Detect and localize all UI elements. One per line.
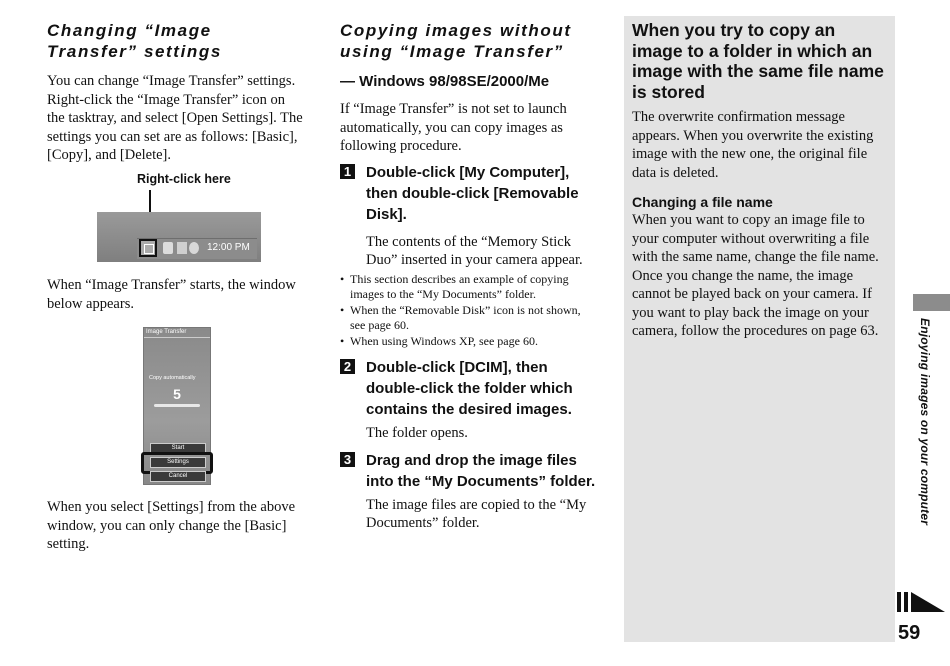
system-tray	[137, 238, 257, 259]
section-tab	[913, 294, 950, 311]
section-label	[918, 318, 938, 533]
left-window-paragraph: When “Image Transfer” starts, the window below appears.	[47, 277, 296, 312]
right-column-note	[624, 16, 895, 642]
step-body: The contents of the “Memory Stick Duo” inserted in your camera appear.	[366, 233, 583, 268]
section-label-text: Enjoying images on your computer	[918, 318, 932, 526]
settings-button[interactable]: Settings	[150, 457, 206, 468]
left-settings-paragraph: When you select [Settings] from the above window, you can only change the [Basic] setting.	[47, 499, 296, 552]
list-item: • When the “Removable Disk” icon is not shown, see page 60.	[340, 303, 598, 334]
taskbar	[97, 212, 261, 262]
page-number: 59	[898, 622, 921, 644]
list-item: • This section describes an example of copying images to the “My Documents” folder.	[340, 272, 598, 303]
progress-bar	[154, 404, 200, 407]
change-name-paragraph: When you want to copy an image file to your computer without overwriting a file with the same name, change the file name. Once you change the name, the image cannot be played back on your camera. If you want to play back the image on your camera, follow the procedures on page 63.	[632, 212, 879, 339]
tray-clock: 12:00 PM	[207, 242, 250, 253]
step-3	[340, 450, 598, 533]
image-count: 5	[173, 386, 181, 402]
cancel-button[interactable]: Cancel	[150, 471, 206, 482]
copy-automatically-label: Copy automatically	[149, 375, 196, 381]
notes-list	[340, 272, 598, 350]
overwrite-paragraph: The overwrite confirmation message appears. When you overwrite the existing image with the new one, the original file data is deleted.	[632, 109, 874, 181]
list-item: • When using Windows XP, see page 60.	[340, 334, 598, 350]
tray-icon[interactable]	[163, 242, 173, 254]
os-subheading: — Windows 98/98SE/2000/Me	[340, 73, 550, 90]
middle-column	[340, 20, 598, 533]
step-title: Drag and drop the image files into the “My Documents” folder.	[366, 451, 596, 490]
middle-heading: Copying images without using “Image Transfer”	[340, 21, 572, 61]
tray-icon[interactable]	[189, 242, 199, 254]
step-title: Double-click [DCIM], then double-click the folder which contains the desired images.	[366, 359, 573, 418]
step-number: 2	[340, 359, 355, 374]
taskbar-illustration	[97, 172, 261, 264]
left-column	[47, 20, 305, 165]
step-number: 3	[340, 452, 355, 467]
step-body: The image files are copied to the “My Documents” folder.	[366, 496, 587, 531]
window-title: Image Transfer	[146, 329, 187, 335]
right-click-callout: Right-click here	[137, 172, 231, 186]
left-intro-paragraph: You can change “Image Transfer” settings. Right-click the “Image Transfer” icon on the tasktray, and select [Open Settings]. The settings you can set are as follows: [Basic], [Copy], and [Delete].	[47, 73, 303, 163]
step-body: The folder opens.	[366, 425, 468, 441]
image-transfer-tray-icon[interactable]	[139, 239, 157, 257]
start-button[interactable]: Start	[150, 443, 206, 454]
step-1	[340, 162, 598, 270]
tray-icon[interactable]	[177, 242, 187, 254]
left-heading: Changing “Image Transfer” settings	[47, 21, 222, 61]
image-transfer-window	[143, 327, 211, 485]
step-number: 1	[340, 164, 355, 179]
page-turn-icon	[897, 590, 947, 614]
step-2	[340, 357, 598, 443]
change-name-subheading: Changing a file name	[632, 194, 773, 210]
step-title: Double-click [My Computer], then double-click [Removable Disk].	[366, 163, 579, 223]
middle-intro: If “Image Transfer” is not set to launch automatically, you can copy images as following procedure.	[340, 101, 567, 154]
right-heading: When you try to copy an image to a folder in which an image with the same file name is stored	[632, 20, 884, 102]
